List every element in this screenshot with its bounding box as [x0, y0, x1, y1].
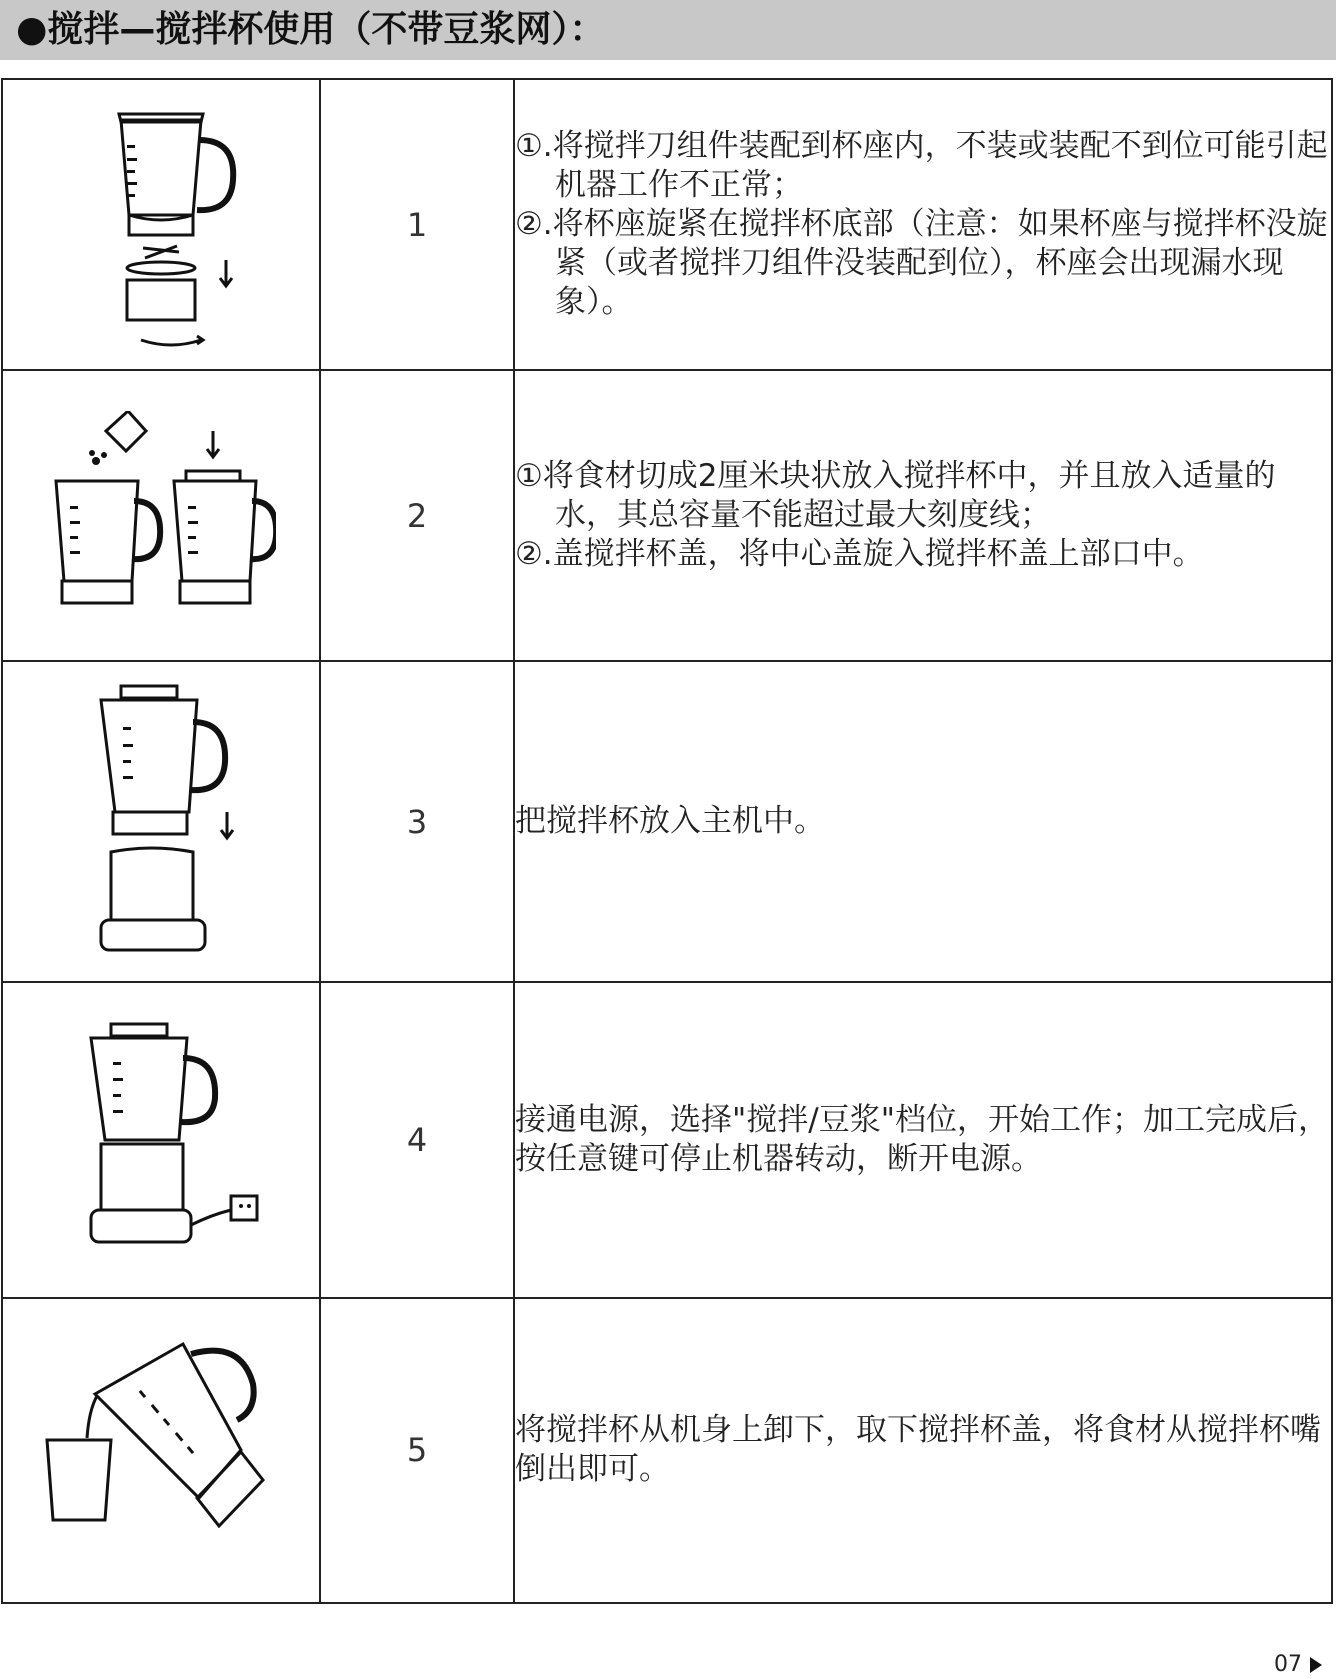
- step-1-instructions: [514, 79, 1332, 370]
- place-jar-on-base-icon: [71, 682, 251, 962]
- step-1-line-2: ②.将杯座旋紧在搅拌杯底部（注意：如果杯座与搅拌杯没旋紧（或者搅拌刀组件没装配到位），杯座会出现漏水现象）。: [515, 206, 1328, 321]
- section-header: [0, 0, 1336, 60]
- step-5-instructions: [514, 1298, 1332, 1603]
- table-row: [2, 661, 1332, 982]
- step-2-line-2: ②.盖搅拌杯盖，将中心盖旋入搅拌杯盖上部口中。: [515, 536, 1204, 573]
- power-on-blender-icon: [61, 1020, 261, 1260]
- page-footer: [1274, 1652, 1322, 1677]
- step-2-line-1: ①将食材切成2厘米块状放入搅拌杯中，并且放入适量的水，其总容量不能超过最大刻度线；: [515, 458, 1276, 534]
- step-2-illustration: [2, 370, 320, 661]
- step-2-instructions: [514, 370, 1332, 661]
- step-number: 5: [320, 1298, 514, 1603]
- page-number: 07: [1274, 1652, 1302, 1677]
- step-number: 4: [320, 982, 514, 1298]
- table-row: [2, 79, 1332, 370]
- table-row: [2, 982, 1332, 1298]
- step-number: 1: [320, 79, 514, 370]
- section-title: ●搅拌—搅拌杯使用（不带豆浆网）：: [16, 9, 606, 50]
- step-5-illustration: [2, 1298, 320, 1603]
- pour-out-icon: [41, 1340, 281, 1560]
- step-4-illustration: [2, 982, 320, 1298]
- step-3-illustration: [2, 661, 320, 982]
- triangle-right-icon: [1310, 1657, 1322, 1673]
- step-1-illustration: [2, 79, 320, 370]
- table-row: [2, 370, 1332, 661]
- table-row: [2, 1298, 1332, 1603]
- step-number: 2: [320, 370, 514, 661]
- step-4-instructions: [514, 982, 1332, 1298]
- blender-assembly-icon: [61, 100, 261, 350]
- steps-table: [1, 78, 1333, 1604]
- step-5-line-1: 将搅拌杯从机身上卸下，取下搅拌杯盖，将食材从搅拌杯嘴倒出即可。: [515, 1412, 1321, 1488]
- step-1-line-1: ①.将搅拌刀组件装配到杯座内，不装或装配不到位可能引起机器工作不正常；: [515, 128, 1328, 204]
- add-ingredients-icon: [46, 411, 276, 621]
- step-number: 3: [320, 661, 514, 982]
- step-3-instructions: [514, 661, 1332, 982]
- step-3-line-1: 把搅拌杯放入主机中。: [515, 803, 825, 840]
- step-4-line-1: 接通电源，选择"搅拌/豆浆"档位，开始工作；加工完成后，按任意键可停止机器转动，断开电源。: [515, 1101, 1329, 1177]
